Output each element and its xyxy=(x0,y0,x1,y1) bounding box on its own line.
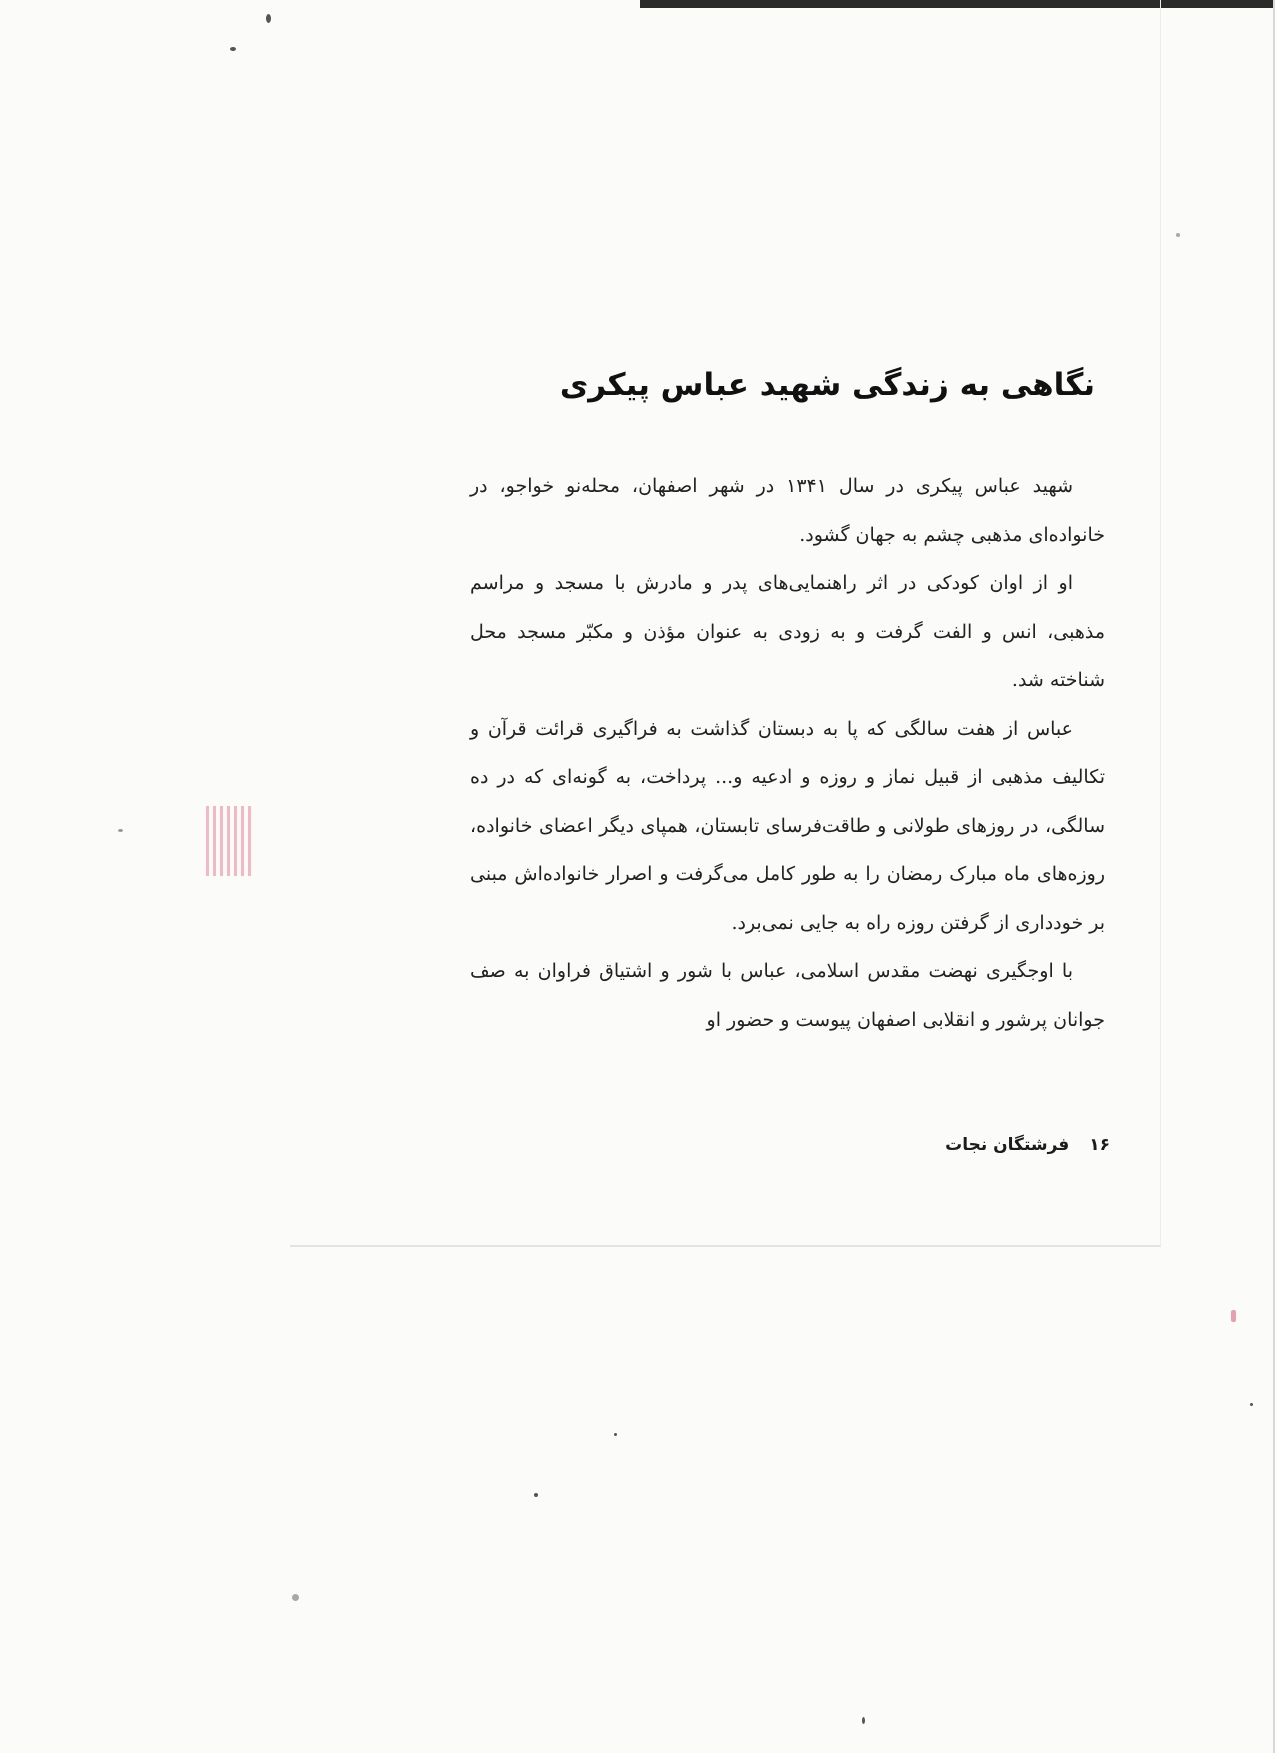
paragraph: او از اوان کودکی در اثر راهنمایی‌های پدر و مادرش با مسجد و مراسم مذهبی، انس و الفت گرفت و به زودی به عنوان مؤذن و مکبّر مسجد محل شناخته شد. xyxy=(470,572,1105,691)
dust-speck xyxy=(1176,233,1180,237)
paragraph: شهید عباس پیکری در سال ۱۳۴۱ در شهر اصفهان، محله‌نو خواجو، در خانواده‌ای مذهبی چشم به جهان گشود. xyxy=(470,475,1105,546)
page-footer xyxy=(900,1125,1110,1165)
ink-stain xyxy=(206,806,254,876)
paragraph: با اوجگیری نهضت مقدس اسلامی، عباس با شور و اشتیاق فراوان به صف جوانان پرشور و انقلابی اصفهان پیوست و حضور او xyxy=(470,960,1105,1031)
dust-speck xyxy=(266,14,271,23)
ink-dot xyxy=(1231,1310,1236,1322)
dust-speck xyxy=(292,1594,299,1601)
dust-speck xyxy=(534,1493,538,1497)
dust-speck xyxy=(230,47,236,51)
book-title: فرشتگان نجات xyxy=(945,1135,1070,1155)
dust-speck xyxy=(118,829,123,832)
body-text xyxy=(470,462,1105,1044)
paragraph: عباس از هفت سالگی که پا به دبستان گذاشت به فراگیری قرائت قرآن و تکالیف مذهبی از قبیل نماز و روزه و ادعیه و... پرداخت، به گونه‌ای که در ده سالگی، در روزهای طولانی و طاقت‌فرسای تابستان، همپای دیگر اعضای خانواده، روزه‌های ماه مبارک رمضان را به طور کامل می‌گرفت و اصرار خانواده‌اش مبنی بر خودداری از گرفتن روزه راه به جایی نمی‌برد. xyxy=(470,717,1105,934)
dust-speck xyxy=(862,1717,865,1724)
dust-speck xyxy=(614,1433,617,1436)
dust-speck xyxy=(1250,1403,1253,1406)
page-number: ۱۶ xyxy=(1089,1135,1110,1155)
page-title: نگاهی به زندگی شهید عباس پیکری xyxy=(559,367,1095,403)
